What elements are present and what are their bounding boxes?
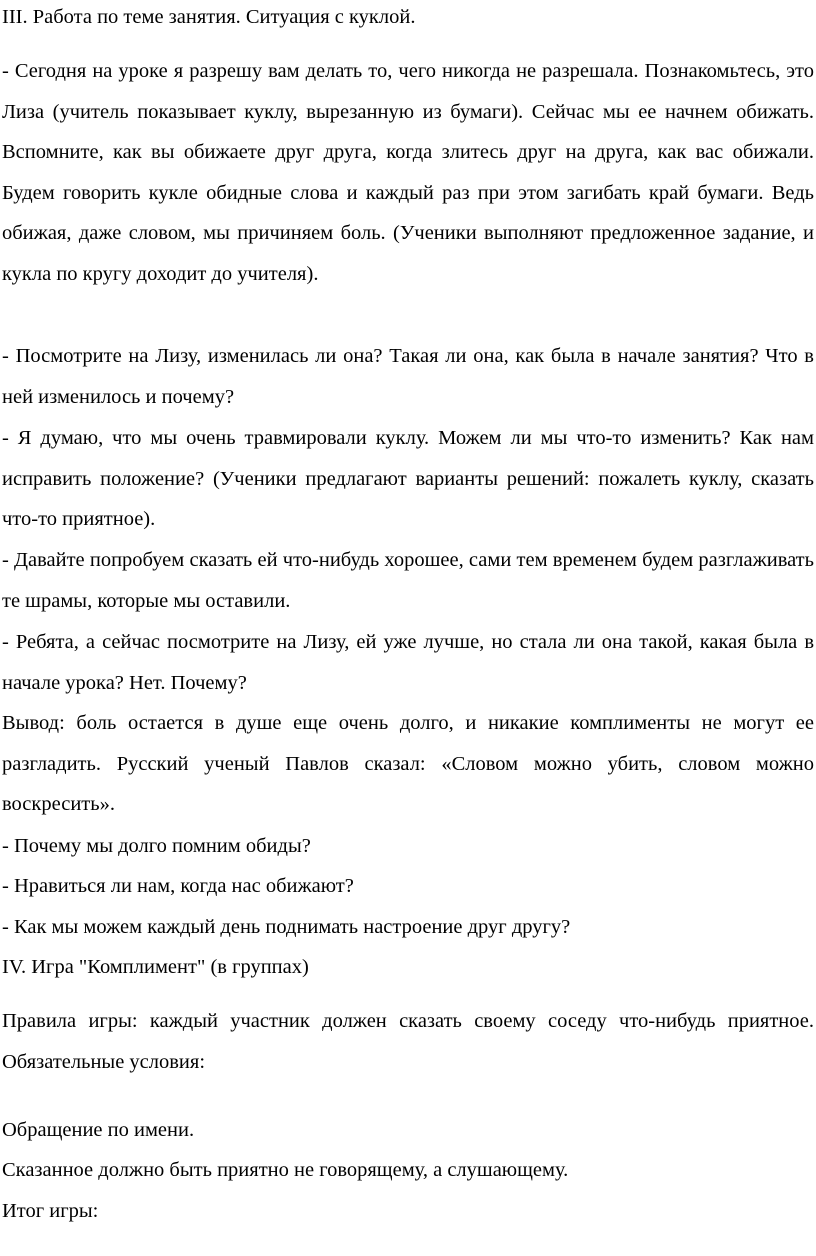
- paragraph-game-rules: Правила игры: каждый участник должен сказать своему соседу что-нибудь приятное. Обязательные условия:: [2, 1010, 814, 1073]
- paragraph-say-something-nice: - Давайте попробуем сказать ей что-нибудь хорошее, сами тем временем будем разглаживать те шрамы, которые мы оставили.: [2, 549, 814, 612]
- section-3-heading: III. Работа по теме занятия. Ситуация с куклой.: [2, 6, 416, 28]
- paragraph-traumatized-doll: - Я думаю, что мы очень травмировали куклу. Можем ли мы что-то изменить? Как нам исправить положение? (Ученики предлагают варианты решений: пожалеть куклу, сказать что-то приятное).: [2, 427, 814, 531]
- paragraph-doll-intro: - Сегодня на уроке я разрешу вам делать то, чего никогда не разрешала. Познакомьтесь, это Лиза (учитель показывает куклу, вырезанную из бумаги). Сейчас мы ее начнем обижать. Вспомните, как вы обижаете друг друга, когда злитесь друг на друга, как вас обижали. Будем говорить кукле обидные слова и каждый раз при этом загибать край бумаги. Ведь обижая, даже словом, мы причиняем боль. (Ученики выполняют предложенное задание, и кукла по кругу доходит до учителя).: [2, 60, 814, 285]
- section-4-heading: IV. Игра "Комплимент" (в группах): [2, 956, 309, 978]
- condition-pleasant-for-listener: Сказанное должно быть приятно не говорящему, а слушающему.: [2, 1159, 569, 1181]
- paragraph-is-she-better: - Ребята, а сейчас посмотрите на Лизу, ей уже лучше, но стала ли она такой, какая была в начале урока? Нет. Почему?: [2, 631, 814, 694]
- question-raise-mood: - Как мы можем каждый день поднимать настроение друг другу?: [2, 916, 571, 938]
- question-like-being-offended: - Нравиться ли нам, когда нас обижают?: [2, 875, 354, 897]
- paragraph-look-at-liza: - Посмотрите на Лизу, изменилась ли она? Такая ли она, как была в начале занятия? Что в ней изменилось и почему?: [2, 345, 814, 408]
- condition-address-by-name: Обращение по имени.: [2, 1119, 195, 1141]
- game-result-label: Итог игры:: [2, 1200, 99, 1222]
- question-remember-offenses: - Почему мы долго помним обиды?: [2, 835, 311, 857]
- paragraph-conclusion: Вывод: боль остается в душе еще очень долго, и никакие комплименты не могут ее разгладить. Русский ученый Павлов сказал: «Словом можно убить, словом можно воскресить».: [2, 712, 814, 816]
